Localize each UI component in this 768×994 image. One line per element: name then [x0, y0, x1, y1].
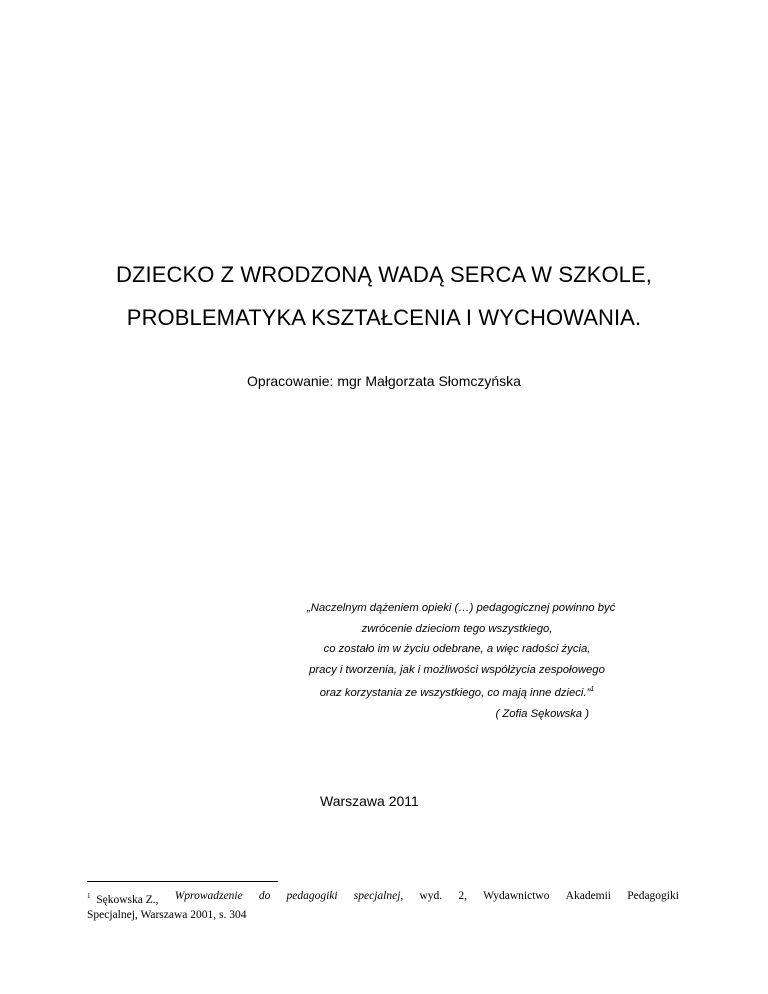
footnote-reference[interactable]: 1 [590, 686, 595, 693]
footnote-word: Pedagogiki [627, 890, 679, 902]
footnote-word: specjalnej, [353, 890, 404, 902]
epigraph-line: „Naczelnym dążeniem opieki (…) pedagogicznej powinno być [307, 602, 616, 614]
footnote-author: Sękowska Z., [96, 894, 159, 906]
footnote-word: Wprowadzenie [174, 890, 243, 902]
footnote-lead [87, 889, 159, 908]
footnote-line-1 [87, 889, 679, 908]
footnote-word: do [258, 890, 271, 902]
footnote-word: 2, [458, 890, 467, 902]
footnote-word: Wydawnictwo [483, 890, 550, 902]
epigraph-line-text: oraz korzystania ze wszystkiego, co mają inne dzieci.” [319, 687, 591, 699]
document-title-line-1: DZIECKO Z WRODZONĄ WADĄ SERCA W SZKOLE, [115, 262, 652, 287]
footnote-word: wyd. [419, 890, 443, 902]
document-title-line-2: PROBLEMATYKA KSZTAŁCENIA I WYCHOWANIA. [126, 305, 642, 330]
place-and-date: Warszawa 2011 [320, 793, 419, 809]
footnote-line-2: Specjalnej, Warszawa 2001, s. 304 [87, 909, 247, 921]
epigraph-line: pracy i tworzenia, jak i możliwości współżycia zespołowego [309, 663, 605, 676]
epigraph-line [307, 680, 607, 704]
footnote-word: pedagogiki [286, 890, 338, 902]
footnote-separator [87, 881, 278, 882]
author-line: Opracowanie: mgr Małgorzata Słomczyńska [247, 373, 521, 389]
epigraph-line: zwrócenie dzieciom tego wszystkiego, [361, 622, 553, 635]
footnote-number: 1 [87, 892, 91, 900]
footnote [87, 889, 679, 923]
footnote-word: Akademii [565, 890, 612, 902]
epigraph-attribution: ( Zofia Sękowska ) [495, 707, 589, 720]
epigraph [307, 598, 616, 724]
epigraph-line: co zostało im w życiu odebrane, a więc radości życia, [323, 643, 591, 655]
